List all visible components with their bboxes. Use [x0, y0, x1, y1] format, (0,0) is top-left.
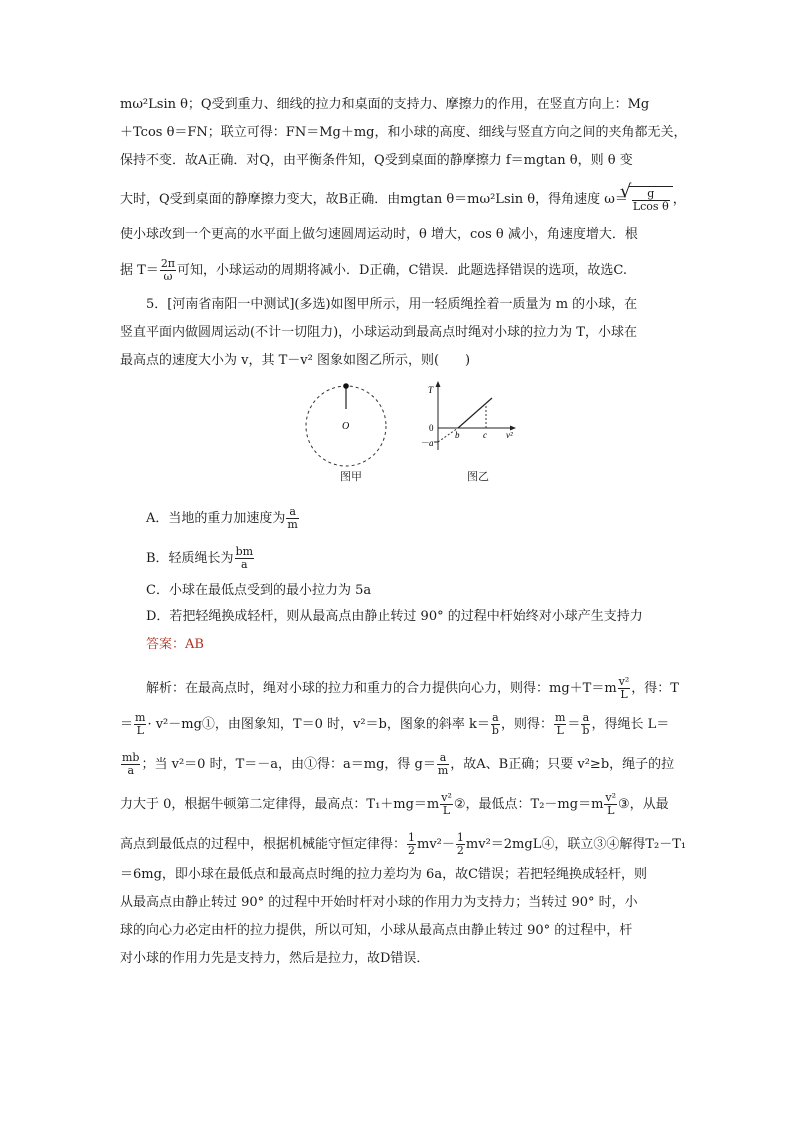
prev-solution-line-1: mω²Lsin θ；Q受到重力、细线的拉力和桌面的支持力、摩擦力的作用，在竖直方向上：Mg: [120, 97, 650, 112]
fraction-denominator: a: [241, 558, 248, 571]
analysis-text: ③，从最: [618, 797, 669, 812]
analysis-text: ；当 v²＝0 时，T＝－a，由①得：a＝mg，得 g＝: [141, 757, 436, 772]
analysis-text: 力大于 0，根据牛顿第二定律得，最高点：T₁＋mg＝m: [120, 797, 440, 812]
question-line-2: 竖直平面内做圆周运动(不计一切阻力)，小球运动到最高点时绳对小球的拉力为 T，小球在: [120, 325, 637, 340]
analysis-line-9: 对小球的作用力先是支持力，然后是拉力，故D错误．: [120, 951, 430, 966]
prev-solution-line-6-end: 可知，小球运动的周期将减小．D正确，C错误．此题选择错误的选项，故选C.: [177, 263, 628, 278]
fraction-denominator: 2: [456, 844, 464, 857]
question-line-3: 最高点的速度大小为 v，其 T－v² 图象如图乙所示，则( ): [120, 353, 471, 368]
fraction-denominator: b: [582, 724, 590, 737]
prev-solution-line-3: 保持不变．故A正确．对Q，由平衡条件知，Q受到桌面的静摩擦力 f＝mgtan θ，则 θ 变: [120, 153, 633, 168]
fraction-denominator: L: [607, 804, 615, 817]
fraction: [554, 712, 566, 737]
prev-solution-line-5: 使小球改到一个更高的水平面上做匀速圆周运动时，θ 增大，cos θ 减小，角速度增大．根: [120, 227, 638, 242]
analysis-text: ，则得：: [500, 717, 553, 732]
fraction: [456, 832, 465, 857]
answer-label: 答案：: [146, 637, 186, 652]
fraction-numerator: 1: [456, 831, 464, 844]
figure-2-caption: 图乙: [467, 470, 489, 483]
prev-solution-line-6: [120, 258, 680, 283]
analysis-line-8: 球的向心力必定由杆的拉力提供，所以可知，小球从最高点由静止转过 90° 的过程中，杆: [120, 923, 633, 938]
figure-graph-t-v2: [418, 380, 528, 460]
analysis-line-4: [120, 792, 680, 817]
fraction: [437, 752, 449, 777]
fraction-denominator: a: [127, 764, 135, 777]
fraction-numerator: 1: [408, 831, 416, 844]
fraction: [618, 676, 631, 701]
fraction: [407, 832, 416, 857]
analysis-text: ＝: [567, 717, 581, 732]
analysis-line-7: 从最高点由静止转过 90° 的过程中开始时杆对小球的作用力为支持力；当转过 90° 时，小: [120, 895, 638, 910]
fraction-numerator: m: [135, 711, 146, 724]
figure-1-caption: 图甲: [340, 470, 362, 483]
fraction-denominator: L: [136, 724, 144, 737]
analysis-text: mv²＝2mgL④，联立③④解得T₂－T₁: [465, 837, 687, 852]
fraction-denominator: L: [556, 724, 564, 737]
answer-value: AB: [185, 637, 204, 652]
neg-a-label: －a: [420, 438, 434, 448]
fraction-numerator: m: [554, 711, 566, 724]
option-c: C．小球在最低点受到的最小拉力为 5a: [146, 583, 372, 598]
fraction-numerator: 2π: [160, 257, 176, 270]
analysis-line-1: [146, 676, 706, 701]
fraction-denominator: L: [442, 804, 451, 817]
analysis-text: ，得：T: [631, 681, 679, 696]
fraction: [121, 752, 140, 777]
prev-solution-line-4: [120, 186, 686, 213]
analysis-text: · v²－mg①，由图象知，T＝0 时，v²＝b，图象的斜率 k＝: [147, 717, 490, 732]
y-axis-arrow: [436, 381, 441, 387]
fraction-numerator: a: [582, 711, 590, 724]
fraction-numerator: √ g: [632, 188, 670, 201]
fraction: [235, 546, 254, 571]
option-b-text: B．轻质绳长为: [146, 551, 234, 566]
fraction: [581, 712, 590, 737]
question-line-1: 5．[河南省南阳一中测试](多选)如图甲所示，用一轻质绳拴着一质量为 m 的小球，在: [146, 297, 638, 312]
fraction-denominator: 2: [408, 844, 416, 857]
analysis-text: mv²－: [417, 837, 455, 852]
option-b: [146, 546, 706, 571]
analysis-line-2: [120, 712, 680, 737]
fraction-numerator: bm: [235, 545, 254, 558]
fraction: [134, 712, 146, 737]
option-a: [146, 506, 706, 531]
analysis-text: ，故A、B正确；只要 v²≥b，绳子的拉: [450, 757, 675, 772]
analysis-line-3: [120, 752, 680, 777]
option-a-text: A．当地的重力加速度为: [146, 511, 286, 526]
fraction-numerator: v²: [605, 791, 617, 804]
analysis-line-5: [120, 831, 687, 857]
fraction: [632, 188, 670, 213]
fraction-denominator: b: [491, 724, 499, 737]
analysis-line-6: ＝6mg，即小球在最低点和最高点时绳的拉力差均为 6a，故C错误；若把轻绳换成轻杆，则: [120, 867, 648, 882]
center-label: O: [342, 421, 350, 432]
v2-axis-label: v²: [506, 430, 513, 440]
sqrt-expression: [629, 186, 673, 213]
prev-solution-line-6-text: 据 T＝: [120, 263, 159, 278]
prev-solution-line-2: ＋Tcos θ＝FN；联立可得：FN＝Mg＋mg，和小球的高度、细线与竖直方向之间的夹角都无关，: [120, 125, 687, 140]
fraction-denominator: Lcos θ: [632, 200, 669, 213]
analysis-text: 解析：在最高点时，绳对小球的拉力和重力的合力提供向心力，则得：mg＋T＝m: [146, 681, 617, 696]
prev-solution-line-4-end: ，: [672, 192, 686, 207]
analysis-text: ②，最低点：T₂－mg＝m: [453, 797, 604, 812]
analysis-text: ＝: [120, 717, 134, 732]
fraction-denominator: L: [620, 688, 628, 701]
t-axis-label: T: [428, 385, 434, 395]
c-label: c: [483, 430, 487, 440]
fraction-numerator: v²: [618, 675, 630, 688]
ball-dot: [343, 383, 349, 389]
fraction: [160, 258, 176, 283]
fraction: [604, 792, 617, 817]
fraction-numerator: a: [437, 752, 449, 765]
analysis-text: ，得绳长 L＝: [591, 717, 670, 732]
fraction-denominator: m: [287, 518, 298, 531]
fraction-numerator: a: [286, 506, 298, 519]
origin-label: 0: [429, 423, 434, 433]
fraction: [286, 506, 298, 531]
fraction-numerator: a: [492, 711, 499, 724]
fraction-numerator: v²: [441, 791, 452, 804]
fraction: [491, 712, 500, 737]
analysis-text: 高点到最低点的过程中，根据机械能守恒定律得：: [120, 837, 407, 852]
option-d: D．若把轻绳换成轻杆，则从最高点由静止转过 90° 的过程中杆始终对小球产生支持力: [146, 609, 643, 624]
prev-solution-line-4-text: 大时，Q受到桌面的静摩擦力变大，故B正确．由mgtan θ＝mω²Lsin θ，得角速度 ω＝: [120, 192, 628, 207]
b-label: b: [455, 430, 460, 440]
t-v2-line: [458, 398, 492, 428]
answer-line: [146, 636, 706, 654]
fraction: [440, 792, 453, 817]
fraction-denominator: m: [437, 764, 449, 777]
fraction-numerator: mb: [122, 751, 140, 764]
fraction-denominator: ω: [163, 270, 173, 283]
